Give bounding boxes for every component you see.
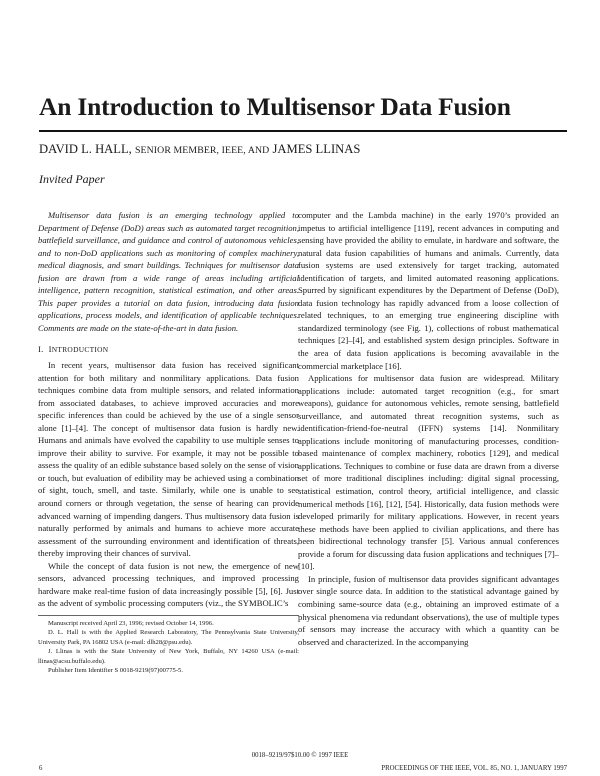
paper-title: An Introduction to Multisensor Data Fusion (39, 92, 511, 121)
abstract: Multisensor data fusion is an emerging technology applied to Department of Defense (DoD) areas such as automated target recognition, battlefield surveillance, and guidance and control of autonomous vehicles, and to non-DoD applications such as monitoring of complex machinery, medical diagnosis, and smart buildings. Techniques for multisensor data fusion are drawn from a wide range of areas including artificial intelligence, pattern recognition, statistical estimation, and other areas. This paper provides a tutorial on data fusion, introducing data fusion applications, process models, and identification of applicable techniques. Comments are made on the state-of-the-art in data fusion. (38, 210, 299, 333)
section-title-initial: I (48, 344, 52, 355)
author-role: SENIOR MEMBER, IEEE, AND (134, 145, 270, 156)
section-title-rest: NTRODUCTION (51, 345, 109, 355)
copyright-line: 0018–9219/97$10.00 © 1997 IEEE (251, 752, 349, 759)
invited-paper-label: Invited Paper (39, 172, 105, 186)
body-paragraph: While the concept of data fusion is not new, the emergence of new sensors, advanced processing techniques, and improved processing hardware make real-time fusion of data increasingly possible [5], [6]. Just as the advent of symbolic processing computers (viz., the SYMBOLIC’s (38, 560, 299, 609)
author-name: DAVID L. HALL, (39, 142, 132, 156)
right-column (298, 209, 559, 648)
section-heading (38, 343, 299, 357)
body-paragraph: In principle, fusion of multisensor data provides significant advantages over single source data. In addition to the statistical advantage gained by combining same-source data (e.g., obtaining an improved estimate of a physical phenomena via redundant observations), the use of multiple types of sensors may increase the accuracy with which a quantity can be observed and characterized. In the accompanying (298, 573, 559, 647)
author-name: JAMES LLINAS (272, 142, 361, 156)
body-paragraph: Applications for multisensor data fusion are widespread. Military applications include: automated target recognition (e.g., for smart weapons), guidance for autonomous vehicles, remote sensing, battlefield surveillance, and automated threat recognition systems, such as identification-friend-foe-neutral (IFFN) systems [14]. Nonmilitary applications include monitoring of manufacturing processes, condition-based maintenance of complex machinery, robotics [129], and medical applications. Techniques to combine or fuse data are drawn from a diverse set of more traditional disciplines including: digital signal processing, statistical estimation, control theory, artificial intelligence, and classic numerical methods [16], [12], [54]. Historically, data fusion methods were developed primarily for military applications. However, in recent years these methods have been applied to civilian applications, and there has been bidirectional technology transfer [5]. Various annual conferences provide a forum for discussing data fusion applications and techniques [7]–[10]. (298, 373, 559, 572)
footnote: J. Llinas is with the State University of New York, Buffalo, NY 14260 USA (e-mail: llinas@acsu.buffalo.edu). (38, 648, 299, 665)
title-rule (39, 130, 567, 132)
footnote: Manuscript received April 23, 1996; revised October 14, 1996. (48, 619, 214, 627)
author-line (39, 142, 360, 157)
footnote: D. L. Hall is with the Applied Research Laboratory, The Pennsylvania State University, University Park, PA 16802 USA (e-mail: dlh28@psu.edu). (38, 629, 299, 646)
footnote: Publisher Item Identifier S 0018-9219(97)00775-5. (48, 666, 183, 674)
page-number: 6 (39, 765, 43, 772)
body-paragraph: In recent years, multisensor data fusion has received significant attention for both military and nonmilitary applications. Data fusion techniques combine data from multiple sensors, and related information from associated databases, to achieve improved accuracies and more specific inferences than could be achieved by the use of a single sensor alone [1]–[4]. The concept of multisensor data fusion is hardly new. Humans and animals have evolved the capability to use multiple senses to improve their ability to survive. For example, it may not be possible to assess the quality of an edible substance based solely on the sense of vision or touch, but evaluation of edibility may be achieved using a combination of sight, touch, smell, and taste. Similarly, while one is unable to see around corners or through vegetation, the sense of hearing can provide advanced warning of impending dangers. Thus multisensory data fusion is naturally performed by animals and humans to achieve more accurate assessment of the surrounding environment and identification of threats, thereby improving their chances of survival. (38, 360, 299, 559)
section-number: I. (38, 344, 44, 355)
journal-citation: PROCEEDINGS OF THE IEEE, VOL. 85, NO. 1, JANUARY 1997 (381, 765, 567, 772)
body-paragraph: computer and the Lambda machine) in the early 1970’s provided an impetus to artificial intelligence [119], recent advances in computing and sensing have provided the ability to emulate, in hardware and software, the natural data fusion capabilities of humans and animals. Currently, data fusion systems are used extensively for target tracking, automated identification of targets, and limited automated reasoning applications. Spurred by significant expenditures by the Department of Defense (DoD), data fusion technology has rapidly advanced from a loose collection of related techniques, to an emerging true engineering discipline with standardized terminology (see Fig. 1), collections of robust mathematical techniques [2]–[4], and established system design principles. Software in the area of data fusion applications is becoming avavailable in the commercial marketplace [16]. (298, 210, 559, 371)
footnotes (38, 615, 299, 675)
left-column (38, 209, 299, 675)
